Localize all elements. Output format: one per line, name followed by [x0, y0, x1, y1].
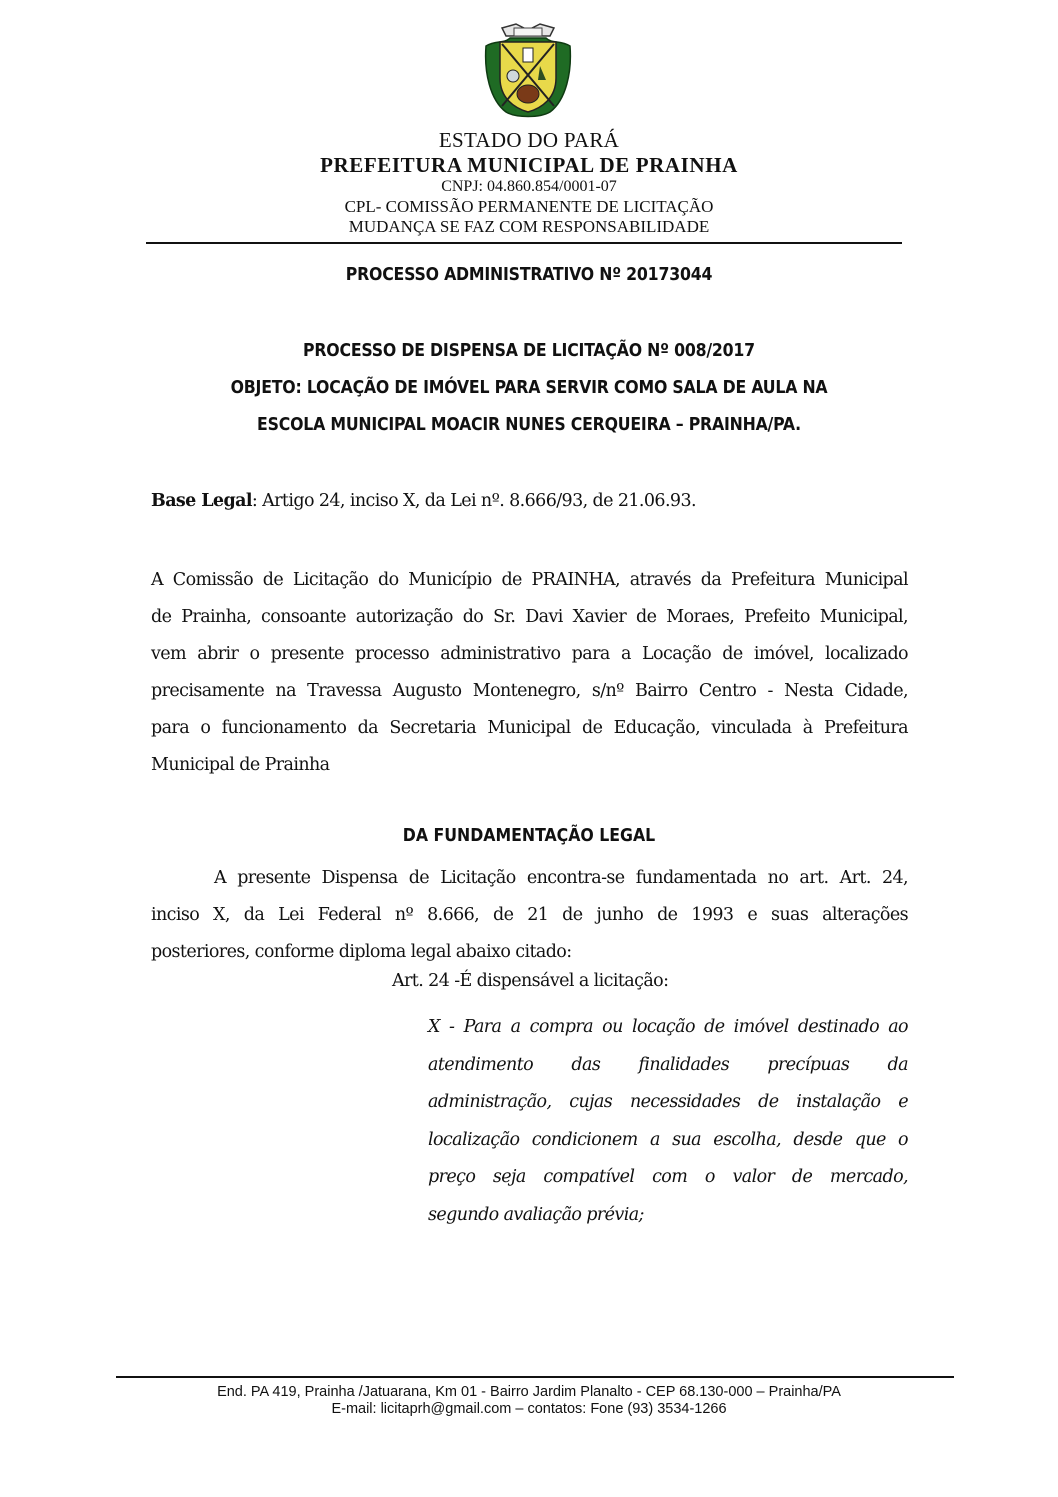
footer-contact: E-mail: licitaprh@gmail.com – contatos: Fone (93) 3534-1266: [331, 1401, 727, 1417]
section-heading: DA FUNDAMENTAÇÃO LEGAL: [402, 826, 656, 846]
article-heading: Art. 24 -É dispensável a licitação:: [392, 971, 669, 991]
intro-line: para o funcionamento da Secretaria Municipal de Educação, vinculada à Prefeitura: [151, 718, 908, 738]
coat-of-arms-icon: [480, 22, 576, 120]
quote-line: X - Para a compra ou locação de imóvel destinado ao: [428, 1017, 908, 1037]
fundamentation-line: inciso X, da Lei Federal nº 8.666, de 21 de junho de 1993 e suas alterações: [151, 905, 908, 925]
quote-line: preço seja compatível com o valor de mercado,: [428, 1167, 908, 1187]
quote-line: localização condicionem a sua escolha, desde que o: [428, 1129, 908, 1150]
footer-divider: [116, 1376, 954, 1378]
motto: MUDANÇA SE FAZ COM RESPONSABILIDADE: [348, 217, 710, 236]
fundamentation-line: A presente Dispensa de Licitação encontra-se fundamentada no art. Art. 24,: [214, 868, 908, 888]
cnpj: CNPJ: 04.860.854/0001-07: [441, 178, 617, 195]
object-title-line-1: OBJETO: LOCAÇÃO DE IMÓVEL PARA SERVIR COMO SALA DE AULA NA: [230, 378, 828, 398]
prefecture-name: PREFEITURA MUNICIPAL DE PRAINHA: [320, 153, 738, 177]
base-legal-label: Base Legal: [151, 491, 252, 511]
dispensa-title: PROCESSO DE DISPENSA DE LICITAÇÃO Nº 008/2017: [303, 341, 755, 361]
intro-line: vem abrir o presente processo administrativo para a Locação de imóvel, localizado: [151, 644, 908, 664]
intro-line: Municipal de Prainha: [151, 755, 330, 775]
base-legal: [151, 491, 696, 511]
intro-line: precisamente na Travessa Augusto Montenegro, s/nº Bairro Centro - Nesta Cidade,: [151, 681, 908, 701]
object-title-line-2: ESCOLA MUNICIPAL MOACIR NUNES CERQUEIRA – PRAINHA/PA.: [257, 415, 801, 435]
fundamentation-line: posteriores, conforme diploma legal abaixo citado:: [151, 942, 572, 962]
process-admin-title: PROCESSO ADMINISTRATIVO Nº 20173044: [345, 265, 713, 285]
intro-paragraph: [151, 562, 908, 784]
state-name: ESTADO DO PARÁ: [438, 128, 620, 152]
quote-line: administração, cujas necessidades de instalação e: [428, 1092, 908, 1112]
base-legal-text: : Artigo 24, inciso X, da Lei nº. 8.666/93, de 21.06.93.: [251, 491, 696, 511]
quote-line: segundo avaliação prévia;: [428, 1204, 644, 1225]
intro-line: A Comissão de Licitação do Município de PRAINHA, através da Prefeitura Municipal: [151, 570, 908, 590]
footer-address: End. PA 419, Prainha /Jatuarana, Km 01 - Bairro Jardim Planalto - CEP 68.130-000 – Prainha/PA: [217, 1384, 841, 1400]
quote-line: atendimento das finalidades precípuas da: [428, 1054, 908, 1075]
legal-quote: [428, 1009, 908, 1234]
fundamentation-paragraph: [151, 860, 908, 971]
header-divider: [146, 242, 902, 244]
intro-line: de Prainha, consoante autorização do Sr. Davi Xavier de Moraes, Prefeito Municipal,: [151, 607, 908, 627]
commission-name: CPL- COMISSÃO PERMANENTE DE LICITAÇÃO: [344, 197, 714, 216]
